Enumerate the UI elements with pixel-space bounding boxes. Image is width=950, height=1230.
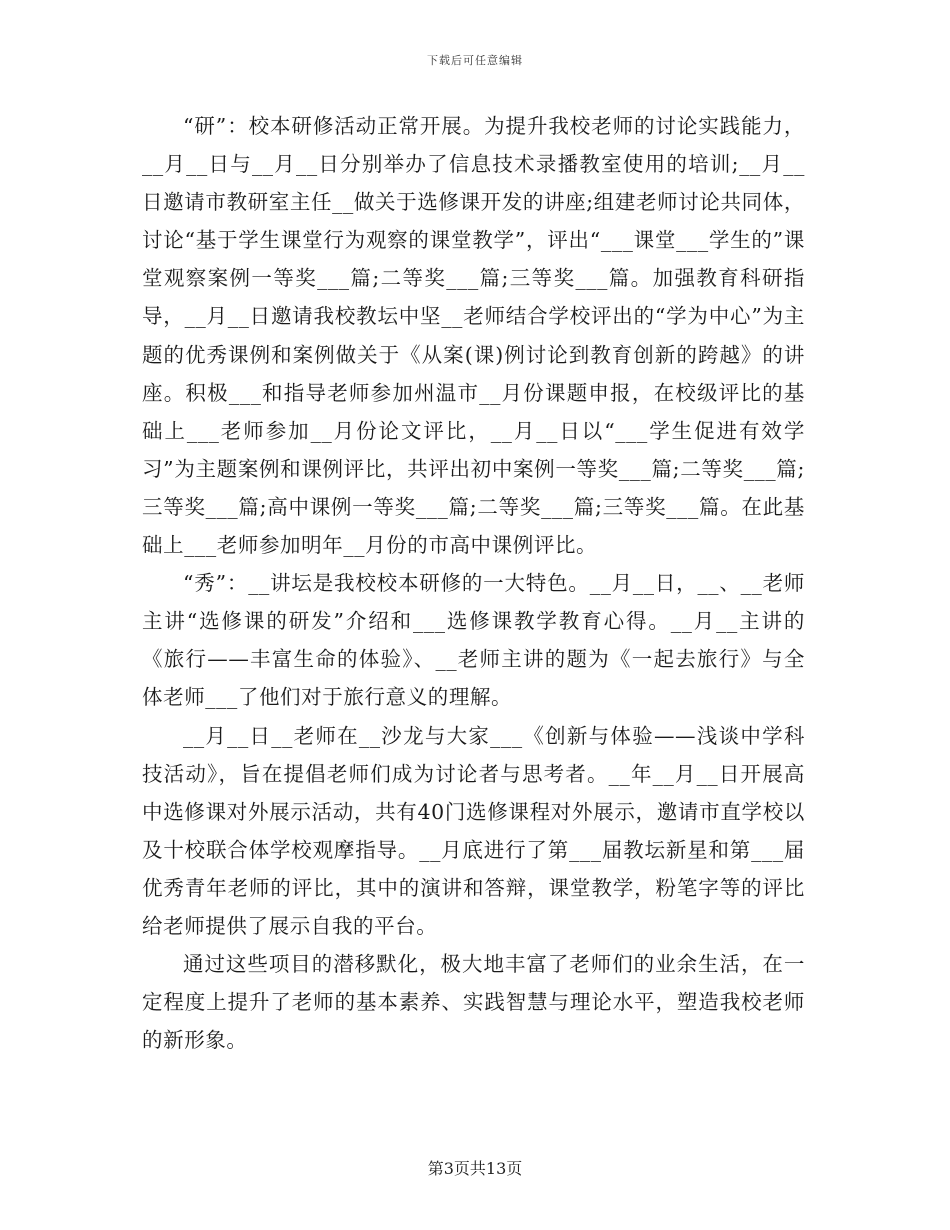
paragraph-show: “秀”：__讲坛是我校校本研修的一大特色。__月__日，__、__老师主讲“选修课的研发”介绍和___选修课教学教育心得。__月__主讲的《旅行——丰富生命的体验》、__老师主讲的题为《一起去旅行》与全体老师___了他们对于旅行意义的理解。 [142,571,805,710]
document-body [142,107,805,1059]
paragraph-conclusion: 通过这些项目的潜移默化，极大地丰富了老师们的业余生活，在一定程度上提升了老师的基本素养、实践智慧与理论水平，塑造我校老师的新形象。 [142,952,805,1053]
paragraph-salon: __月__日__老师在__沙龙与大家___《创新与体验——浅谈中学科技活动》，旨在提倡老师们成为讨论者与思考者。__年__月__日开展高中选修课对外展示活动，共有40门选修课程对外展示，邀请市直学校以及十校联合体学校观摩指导。__月底进行了第___届教坛新星和第___届优秀青年老师的评比，其中的演讲和答辩，课堂教学，粉笔字等的评比给老师提供了展示自我的平台。 [142,723,805,938]
header-note: 下载后可任意编辑 [427,54,523,67]
paragraph-research: “研”：校本研修活动正常开展。为提升我校老师的讨论实践能力，__月__日与__月__日分别举办了信息技术录播教室使用的培训;__月__日邀请市教研室主任__做关于选修课开发的讲座;组建老师讨论共同体，讨论“基于学生课堂行为观察的课堂教学”，评出“___课堂___学生的”课堂观察案例一等奖___篇;二等奖___篇;三等奖___篇。加强教育科研指导，__月__日邀请我校教坛中坚__老师结合学校评出的“学为中心”为主题的优秀课例和案例做关于《从案(课)例讨论到教育创新的跨越》的讲座。积极___和指导老师参加州温市__月份课题申报，在校级评比的基础上___老师参加__月份论文评比，__月__日以“___学生促进有效学习”为主题案例和课例评比，共评出初中案例一等奖___篇;二等奖___篇;三等奖___篇;高中课例一等奖___篇;二等奖___篇;三等奖___篇。在此基础上___老师参加明年__月份的市高中课例评比。 [142,114,805,558]
page-number: 第3页共13页 [427,1159,523,1178]
